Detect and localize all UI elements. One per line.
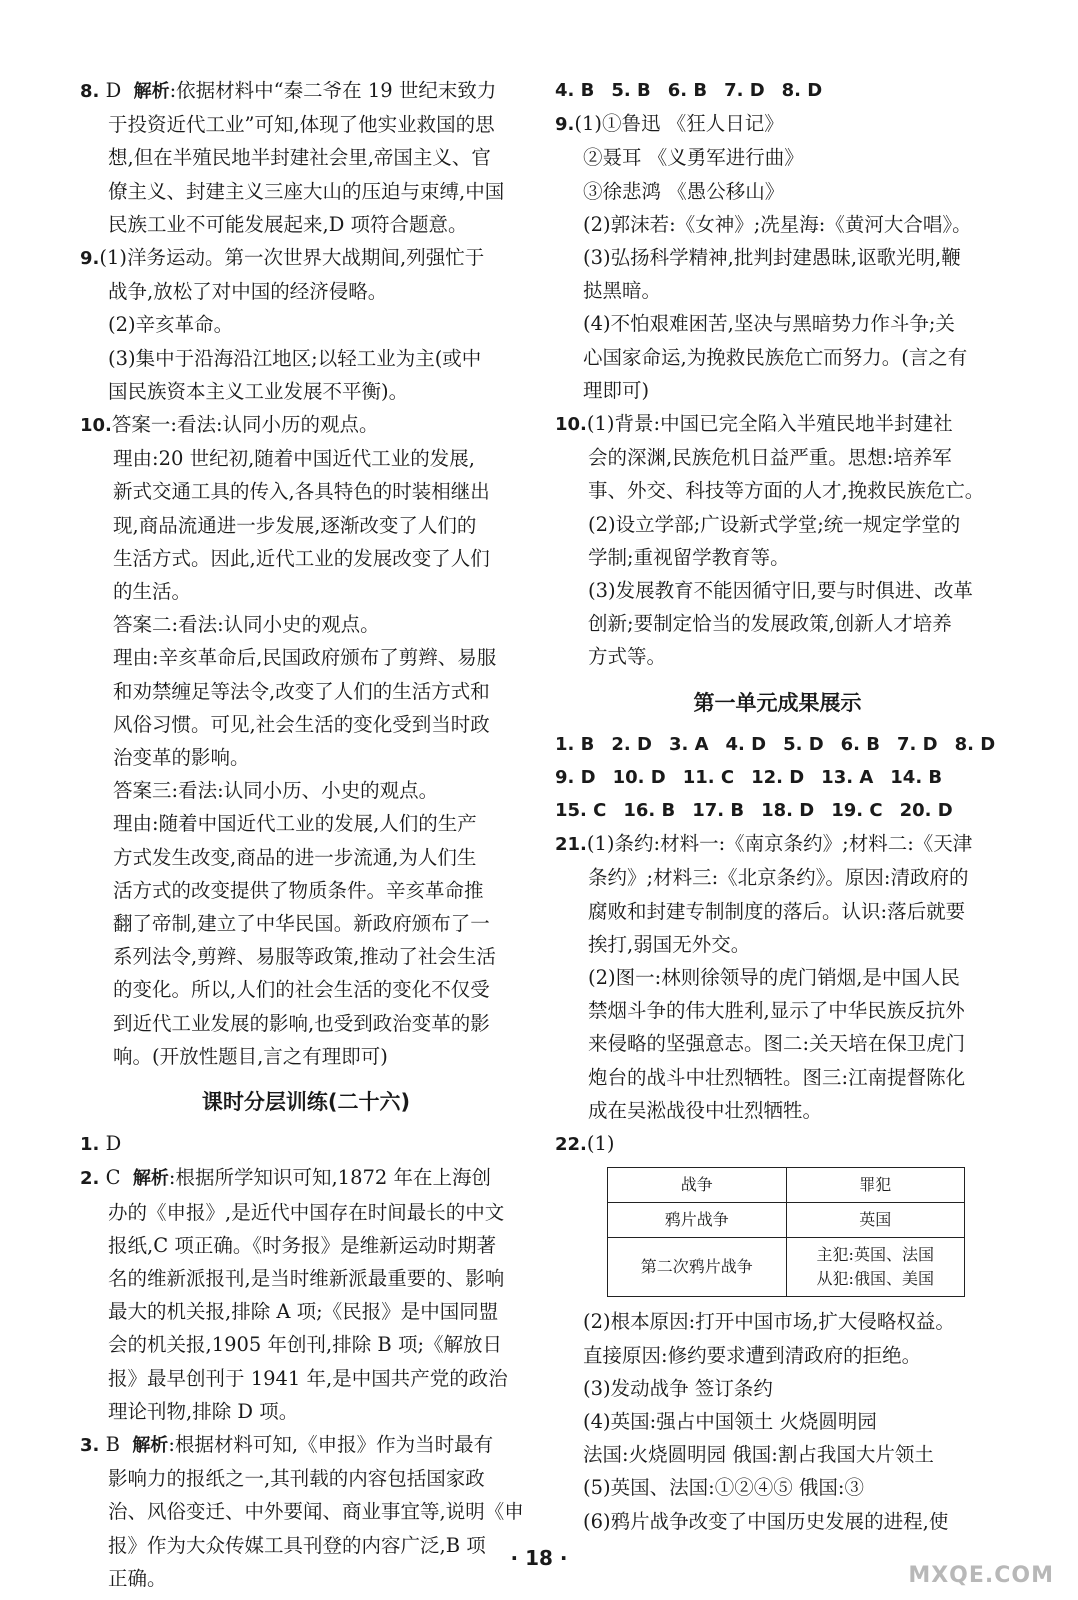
line-text: (5)英国、法国:①②④⑤ 俄国:③ bbox=[583, 1476, 864, 1500]
table-header-cell: 战争 bbox=[608, 1168, 787, 1203]
line-text: 和劝禁缠足等法令,改变了人们的生活方式和 bbox=[113, 679, 490, 703]
text-line bbox=[80, 675, 532, 708]
text-line bbox=[555, 994, 1000, 1027]
line-text: (1)条约:材料一:《南京条约》;材料二:《天津 bbox=[586, 832, 973, 856]
line-text: (2)辛亥革命。 bbox=[108, 313, 234, 337]
text-line bbox=[80, 1428, 532, 1462]
choice-answer: 17. B bbox=[692, 800, 745, 822]
line-text: 响。(开放性题目,言之有理即可) bbox=[113, 1044, 388, 1068]
line-text: (2)根本原因:打开中国市场,扩大侵略权益。 bbox=[583, 1310, 955, 1334]
question-number: 9. bbox=[80, 248, 100, 270]
line-text: 理即可) bbox=[583, 378, 650, 402]
choice-answer: 5. D bbox=[783, 733, 824, 755]
text-line bbox=[80, 608, 532, 641]
line-text: 风俗习惯。可见,社会生活的变化受到当时政 bbox=[113, 712, 490, 736]
choice-answer: 3. A bbox=[668, 733, 709, 755]
text-line bbox=[80, 1362, 532, 1395]
line-text: 影响力的报纸之一,其刊载的内容包括国家政 bbox=[108, 1467, 485, 1491]
text-line bbox=[80, 1328, 532, 1361]
line-text: 直接原因:修约要求遭到清政府的拒绝。 bbox=[583, 1343, 922, 1367]
text-line bbox=[555, 1094, 1000, 1127]
line-text: 报纸,C 项正确。《时务报》是维新运动时期著 bbox=[108, 1233, 497, 1257]
text-line bbox=[555, 928, 1000, 961]
line-text: (3)集中于沿海沿江地区;以轻工业为主(或中 bbox=[108, 346, 482, 370]
analysis-tag: 解析 bbox=[133, 81, 170, 102]
line-text: (4)英国:强占中国领土 火烧圆明园 bbox=[583, 1409, 877, 1433]
text-line bbox=[555, 1471, 1000, 1504]
choice-answer: 12. D bbox=[751, 766, 805, 788]
table-row bbox=[608, 1238, 965, 1297]
line-text: 理由:辛亥革命后,民国政府颁布了剪辫、易服 bbox=[113, 646, 497, 670]
answer-row bbox=[555, 761, 1000, 794]
line-text: 法国:火烧圆明园 俄国:割占我国大片领土 bbox=[583, 1443, 934, 1467]
answer-row bbox=[555, 794, 1000, 827]
line-text: 最大的机关报,排除 A 项;《民报》是中国同盟 bbox=[108, 1300, 499, 1324]
right-answers-block bbox=[555, 107, 1000, 673]
line-text: D bbox=[99, 1132, 122, 1156]
choice-answer: 2. D bbox=[611, 733, 652, 755]
choice-answer: 7. D bbox=[724, 80, 765, 101]
text-line bbox=[80, 108, 532, 141]
text-line bbox=[555, 574, 1000, 607]
text-line bbox=[80, 1295, 532, 1328]
question-number: 9. bbox=[555, 114, 575, 136]
choice-answer: 8. D bbox=[954, 733, 996, 755]
question-number: 22. bbox=[555, 1134, 587, 1156]
line-text: 民族工业不可能发展起来,D 项符合题意。 bbox=[108, 212, 468, 236]
question-number: 3. bbox=[80, 1434, 100, 1456]
text-line bbox=[555, 107, 1000, 141]
text-line bbox=[555, 1127, 1000, 1161]
text-line bbox=[555, 1405, 1000, 1438]
text-line bbox=[555, 1438, 1000, 1471]
text-line bbox=[555, 895, 1000, 928]
text-line bbox=[80, 1161, 532, 1195]
line-text: 成在吴淞战役中壮烈牺牲。 bbox=[588, 1098, 823, 1122]
left-column bbox=[80, 74, 532, 1595]
text-line bbox=[555, 541, 1000, 574]
text-line bbox=[80, 342, 532, 375]
text-line bbox=[80, 907, 532, 940]
text-line bbox=[80, 807, 532, 840]
text-line bbox=[80, 442, 532, 475]
unit-answer-rows bbox=[555, 728, 1000, 828]
text-line bbox=[80, 375, 532, 408]
line-text: 生活方式。因此,近代工业的发展改变了人们 bbox=[113, 546, 490, 570]
text-line bbox=[80, 208, 532, 241]
text-line bbox=[80, 1462, 532, 1495]
line-text: (2)郭沫若:《女神》;冼星海:《黄河大合唱》。 bbox=[583, 212, 972, 236]
unit-answers-block-cont bbox=[555, 1305, 1000, 1537]
choice-answer: 6. B bbox=[840, 733, 881, 755]
answer-letter: B bbox=[99, 1432, 133, 1456]
table-cell: 英国 bbox=[786, 1203, 965, 1238]
text-line bbox=[80, 1262, 532, 1295]
line-text: (1)洋务运动。第一次世界大战期间,列强忙于 bbox=[99, 246, 485, 270]
line-text: 报》最早创刊于 1941 年,是中国共产党的政治 bbox=[108, 1366, 508, 1390]
line-text: (3)弘扬科学精神,批判封建愚昧,讴歌光明,鞭 bbox=[583, 246, 961, 270]
line-text: 答案三:看法:认同小历、小史的观点。 bbox=[113, 779, 439, 803]
choice-answer: 15. C bbox=[555, 800, 607, 822]
line-text: 挨打,弱国无外交。 bbox=[588, 932, 751, 956]
unit-answers-block bbox=[555, 827, 1000, 1161]
line-text: 挞黑暗。 bbox=[583, 279, 662, 303]
text-line bbox=[80, 1127, 532, 1161]
choice-answer: 1. B bbox=[555, 733, 595, 755]
text-line bbox=[555, 1061, 1000, 1094]
line-text: 来侵略的坚强意志。图二:关天培在保卫虎门 bbox=[588, 1032, 966, 1056]
text-line bbox=[555, 1305, 1000, 1338]
table-header-row bbox=[608, 1168, 965, 1203]
text-line bbox=[80, 175, 532, 208]
answer-letter: C bbox=[99, 1166, 133, 1190]
line-text: (1)①鲁迅 《狂人日记》 bbox=[574, 112, 784, 136]
line-text: ③徐悲鸿 《愚公移山》 bbox=[583, 179, 785, 203]
table-header-cell: 罪犯 bbox=[786, 1168, 965, 1203]
text-line bbox=[80, 1495, 532, 1528]
line-text: 理由:20 世纪初,随着中国近代工业的发展, bbox=[113, 447, 475, 471]
line-text: :根据所学知识可知,1872 年在上海创 bbox=[168, 1166, 491, 1190]
text-line bbox=[80, 308, 532, 341]
text-line bbox=[555, 640, 1000, 673]
text-line bbox=[80, 874, 532, 907]
line-text: 到近代工业发展的影响,也受到政治变革的影 bbox=[113, 1011, 490, 1035]
line-text: 僚主义、封建主义三座大山的压迫与束缚,中国 bbox=[108, 179, 505, 203]
line-text: 炮台的战斗中壮烈牺牲。图三:江南提督陈化 bbox=[588, 1065, 966, 1089]
text-line bbox=[80, 275, 532, 308]
text-line bbox=[555, 374, 1000, 407]
right-column bbox=[555, 74, 1000, 1538]
line-text: (6)鸦片战争改变了中国历史发展的进程,使 bbox=[583, 1509, 949, 1533]
text-line bbox=[80, 1196, 532, 1229]
text-line bbox=[555, 141, 1000, 174]
line-text: 的生活。 bbox=[113, 580, 192, 604]
line-text: 系列法令,剪辫、易服等政策,推动了社会生活 bbox=[113, 945, 496, 969]
text-line bbox=[80, 241, 532, 275]
line-text: (1) bbox=[586, 1132, 615, 1156]
line-text: 心国家命运,为挽救民族危亡而努力。(言之有 bbox=[583, 345, 968, 369]
answer-row bbox=[555, 728, 1000, 761]
line-text: 正确。 bbox=[108, 1566, 167, 1590]
line-text: 理由:随着中国近代工业的发展,人们的生产 bbox=[113, 812, 477, 836]
line-text: 答案二:看法:认同小史的观点。 bbox=[113, 613, 380, 637]
choice-answer: 18. D bbox=[761, 800, 815, 822]
text-line bbox=[80, 940, 532, 973]
line-text: (2)图一:林则徐领导的虎门销烟,是中国人民 bbox=[588, 966, 960, 990]
answer-row-top bbox=[555, 74, 1000, 107]
line-text: (2)设立学部;广设新式学堂;统一规定学堂的 bbox=[588, 512, 961, 536]
line-text: 现,商品流通进一步发展,逐渐改变了人们的 bbox=[113, 513, 477, 537]
text-line bbox=[555, 961, 1000, 994]
line-text: 禁烟斗争的伟大胜利,显示了中华民族反抗外 bbox=[588, 999, 965, 1023]
text-line bbox=[80, 841, 532, 874]
choice-answer: 4. B bbox=[555, 80, 595, 101]
text-line bbox=[80, 1007, 532, 1040]
text-line bbox=[555, 474, 1000, 507]
line-text: 的变化。所以,人们的社会生活的变化不仅受 bbox=[113, 978, 490, 1002]
question-number: 10. bbox=[80, 415, 112, 437]
choice-answer: 8. D bbox=[781, 80, 823, 101]
line-text: 方式等。 bbox=[588, 645, 667, 669]
line-text: :根据材料可知,《申报》作为当时最有 bbox=[168, 1432, 494, 1456]
section-title-lesson: 课时分层训练(二十六) bbox=[201, 1090, 411, 1115]
question-number: 21. bbox=[555, 834, 587, 856]
analysis-tag: 解析 bbox=[132, 1434, 169, 1456]
choice-answer: 20. D bbox=[899, 800, 953, 822]
line-text: 想,但在半殖民地半封建社会里,帝国主义、官 bbox=[108, 146, 491, 170]
question-number: 1. bbox=[80, 1134, 100, 1156]
text-line bbox=[80, 1229, 532, 1262]
left-answers-block bbox=[80, 74, 532, 1073]
line-text: 治、风俗变迁、中外要闻、商业事宜等,说明《申 bbox=[108, 1500, 524, 1524]
line-text: 名的维新派报刊,是当时维新派最重要的、影响 bbox=[108, 1266, 505, 1290]
choice-answer: 5. B bbox=[611, 80, 651, 101]
line-text: 答案一:看法:认同小历的观点。 bbox=[111, 413, 379, 437]
text-line bbox=[555, 607, 1000, 640]
text-line bbox=[555, 1339, 1000, 1372]
text-line bbox=[555, 175, 1000, 208]
line-text: (1)背景:中国已完全陷入半殖民地半封建社 bbox=[586, 412, 953, 436]
line-text: 事、外交、科技等方面的人才,挽救民族危亡。 bbox=[588, 479, 985, 503]
table-row bbox=[608, 1203, 965, 1238]
text-line bbox=[555, 508, 1000, 541]
answer-letter: D bbox=[99, 79, 134, 102]
line-text: (4)不怕艰难困苦,坚决与黑暗势力作斗争;关 bbox=[583, 312, 955, 336]
text-line bbox=[555, 241, 1000, 274]
analysis-tag: 解析 bbox=[132, 1168, 169, 1190]
choice-answer: 4. D bbox=[725, 733, 767, 755]
page-number: · 18 · bbox=[510, 1546, 568, 1570]
line-text: ②聂耳 《义勇军进行曲》 bbox=[583, 146, 804, 170]
line-text: 创新;要制定恰当的发展政策,创新人才培养 bbox=[588, 612, 952, 636]
question-number: 10. bbox=[555, 414, 587, 436]
line-text: 战争,放松了对中国的经济侵略。 bbox=[108, 280, 388, 304]
line-text: 会的机关报,1905 年创刊,排除 B 项;《解放日 bbox=[108, 1333, 503, 1357]
choice-answer: 10. D bbox=[612, 766, 666, 788]
line-text: (3)发展教育不能因循守旧,要与时俱进、改革 bbox=[588, 579, 973, 603]
line-text: 治变革的影响。 bbox=[113, 746, 250, 770]
line-text: 翻了帝制,建立了中华民国。新政府颁布了一 bbox=[113, 912, 490, 936]
choice-answer: 9. D bbox=[555, 766, 596, 788]
line-text: 学制;重视留学教育等。 bbox=[588, 545, 790, 569]
text-line bbox=[80, 475, 532, 508]
text-line bbox=[80, 575, 532, 608]
table-cell: 鸦片战争 bbox=[608, 1203, 787, 1238]
text-line bbox=[555, 1027, 1000, 1060]
line-text: 办的《申报》,是近代中国存在时间最长的中文 bbox=[108, 1200, 505, 1224]
war-table bbox=[607, 1167, 965, 1297]
text-line bbox=[555, 341, 1000, 374]
text-line bbox=[80, 141, 532, 174]
line-text: 腐败和封建专制制度的落后。认识:落后就要 bbox=[588, 899, 966, 923]
choice-answer: 14. B bbox=[890, 766, 943, 788]
table-cell: 第二次鸦片战争 bbox=[608, 1238, 787, 1297]
text-line bbox=[80, 509, 532, 542]
line-text: 会的深渊,民族危机日益严重。思想:培养军 bbox=[588, 446, 952, 470]
text-line bbox=[555, 1505, 1000, 1538]
text-line bbox=[80, 973, 532, 1006]
choice-answer: 11. C bbox=[682, 766, 735, 788]
text-line bbox=[555, 1372, 1000, 1405]
text-line bbox=[80, 1040, 532, 1073]
text-line bbox=[555, 274, 1000, 307]
text-line bbox=[555, 407, 1000, 441]
section-title-unit: 第一单元成果展示 bbox=[693, 690, 862, 715]
choice-answer: 19. C bbox=[831, 800, 883, 822]
text-line bbox=[80, 641, 532, 674]
line-text: 新式交通工具的传入,各具特色的时装相继出 bbox=[113, 480, 490, 504]
table-cell: 主犯:英国、法国 从犯:俄国、美国 bbox=[786, 1238, 965, 1297]
choice-answer: 7. D bbox=[897, 733, 938, 755]
text-line bbox=[555, 208, 1000, 241]
line-text: 方式发生改变,商品的进一步流通,为人们生 bbox=[113, 845, 477, 869]
text-line bbox=[555, 307, 1000, 340]
text-line bbox=[555, 441, 1000, 474]
choice-answer: 16. B bbox=[623, 800, 676, 822]
line-text: 理论刊物,排除 D 项。 bbox=[108, 1399, 299, 1423]
question-number: 8. bbox=[80, 81, 100, 102]
choice-answer: 13. A bbox=[821, 766, 874, 788]
line-text: 于投资近代工业”可知,体现了他实业救国的思 bbox=[108, 113, 495, 137]
text-line bbox=[80, 408, 532, 442]
line-text: 国民族资本主义工业发展不平衡)。 bbox=[108, 379, 409, 403]
text-line bbox=[80, 741, 532, 774]
text-line bbox=[555, 861, 1000, 894]
choice-answer: 6. B bbox=[667, 80, 708, 101]
line-text: 报》作为大众传媒工具刊登的内容广泛,B 项 bbox=[108, 1533, 486, 1557]
line-text: :依据材料中“秦二爷在 19 世纪末致力 bbox=[169, 79, 497, 102]
line-text: 活方式的改变提供了物质条件。辛亥革命推 bbox=[113, 878, 484, 902]
line-text: (3)发动战争 签订条约 bbox=[583, 1376, 773, 1400]
text-line bbox=[80, 774, 532, 807]
text-line bbox=[555, 827, 1000, 861]
line-text: 条约》;材料三:《北京条约》。原因:清政府的 bbox=[588, 866, 969, 890]
text-line bbox=[80, 708, 532, 741]
lesson-answers-block bbox=[80, 1127, 532, 1595]
question-number: 2. bbox=[80, 1168, 100, 1190]
watermark-logo: MXQE.COM bbox=[908, 1563, 1054, 1588]
text-line bbox=[80, 542, 532, 575]
text-line bbox=[80, 1395, 532, 1428]
text-line bbox=[80, 74, 532, 108]
